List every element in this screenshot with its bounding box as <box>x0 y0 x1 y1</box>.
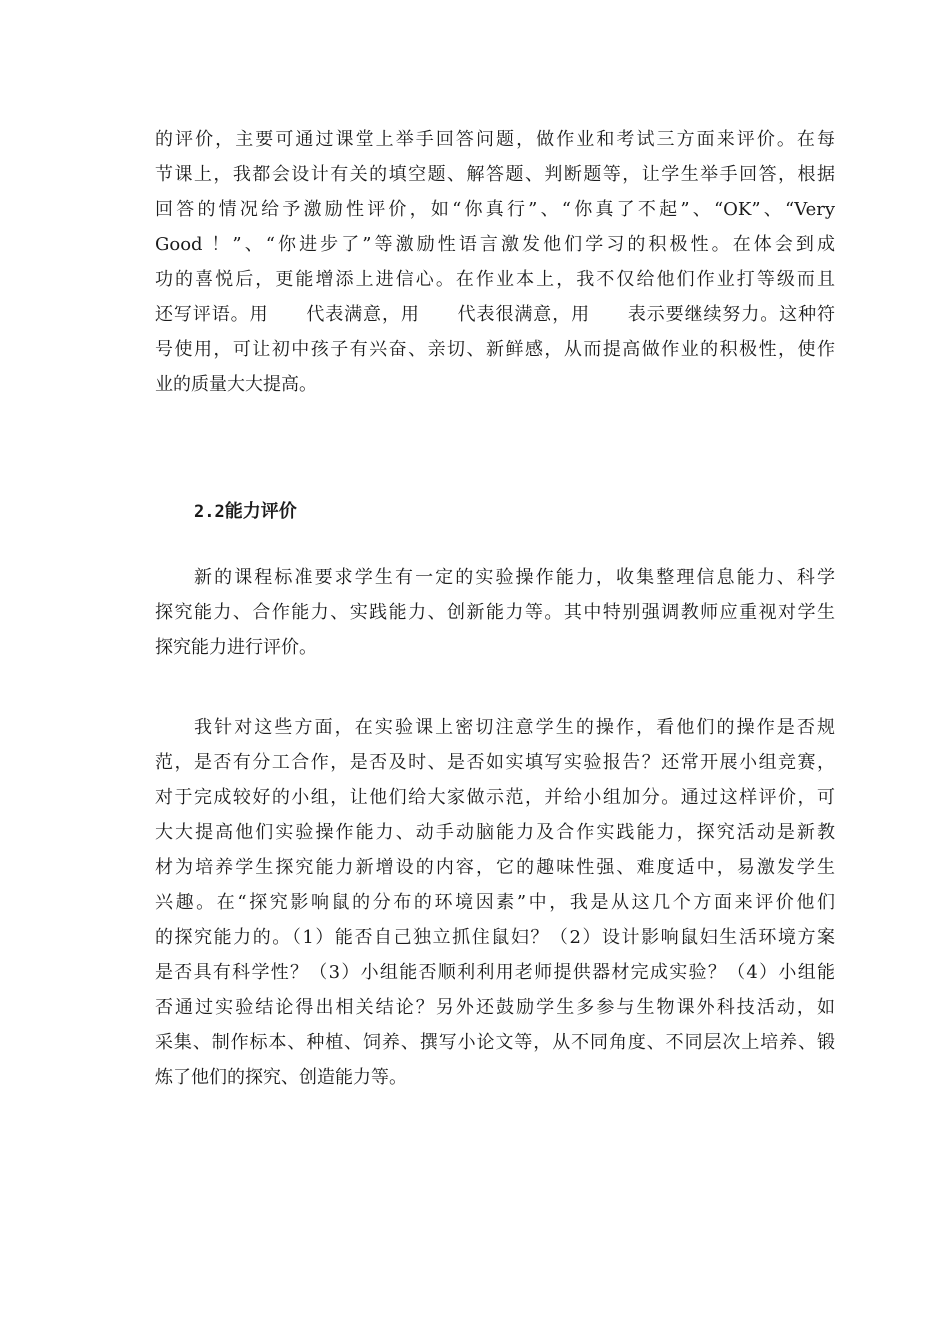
text-line: 对于完成较好的小组，让他们给大家做示范，并给小组加分。通过这样评价，可 <box>155 787 835 808</box>
text-line: 材为培养学生探究能力新增设的内容，它的趣味性强、难度适中，易激发学生 <box>155 857 835 878</box>
text-line: 范，是否有分工合作，是否及时、是否如实填写实验报告？还常开展小组竞赛， <box>155 752 835 773</box>
section-title: 能力评价 <box>224 501 297 522</box>
text-line: 业的质量大大提高。 <box>155 374 317 395</box>
text-line: 的探究能力的。（1）能否自己独立抓住鼠妇？（2）设计影响鼠妇生活环境方案 <box>155 927 835 948</box>
text-line: 否通过实验结论得出相关结论？另外还鼓励学生多参与生物课外科技活动，如 <box>155 997 835 1018</box>
section-number: 2.2 <box>194 502 225 522</box>
text-line: Good ！”、“你进步了”等激励性语言激发他们学习的积极性。在体会到成 <box>155 234 835 255</box>
text-line: 节课上，我都会设计有关的填空题、解答题、判断题等，让学生举手回答，根据 <box>155 164 835 185</box>
text-line: 采集、制作标本、种植、饲养、撰写小论文等，从不同角度、不同层次上培养、锻 <box>155 1032 835 1053</box>
text-line: 探究能力、合作能力、实践能力、创新能力等。其中特别强调教师应重视对学生 <box>155 602 835 623</box>
text-line: 是否具有科学性？（3）小组能否顺利利用老师提供器材完成实验？（4）小组能 <box>155 962 835 983</box>
text-line: 兴趣。在“探究影响鼠的分布的环境因素”中，我是从这几个方面来评价他们 <box>155 892 835 913</box>
text-line: 新的课程标准要求学生有一定的实验操作能力，收集整理信息能力、科学 <box>194 567 835 588</box>
section-heading <box>194 498 297 526</box>
text-line: 大大提高他们实验操作能力、动手动脑能力及合作实践能力，探究活动是新教 <box>155 822 835 843</box>
text-line: 的评价，主要可通过课堂上举手回答问题，做作业和考试三方面来评价。在每 <box>155 129 835 150</box>
text-line: 号使用，可让初中孩子有兴奋、亲切、新鲜感，从而提高做作业的积极性，使作 <box>155 339 835 360</box>
paragraph-experiment-evaluation <box>155 710 835 1095</box>
text-line: 探究能力进行评价。 <box>155 637 317 658</box>
text-line: 回答的情况给予激励性评价，如“你真行”、“你真了不起”、“OK”、“Very <box>155 199 835 220</box>
text-line: 功的喜悦后，更能增添上进信心。在作业本上，我不仅给他们作业打等级而且 <box>155 269 835 290</box>
text-line: 炼了他们的探究、创造能力等。 <box>155 1067 407 1088</box>
text-line: 我针对这些方面，在实验课上密切注意学生的操作，看他们的操作是否规 <box>194 717 835 738</box>
paragraph-curriculum-standard <box>155 560 835 665</box>
text-line: 还写评语。用 代表满意，用 代表很满意，用 表示要继续努力。这种符 <box>155 304 835 325</box>
paragraph-evaluation-methods <box>155 122 835 402</box>
